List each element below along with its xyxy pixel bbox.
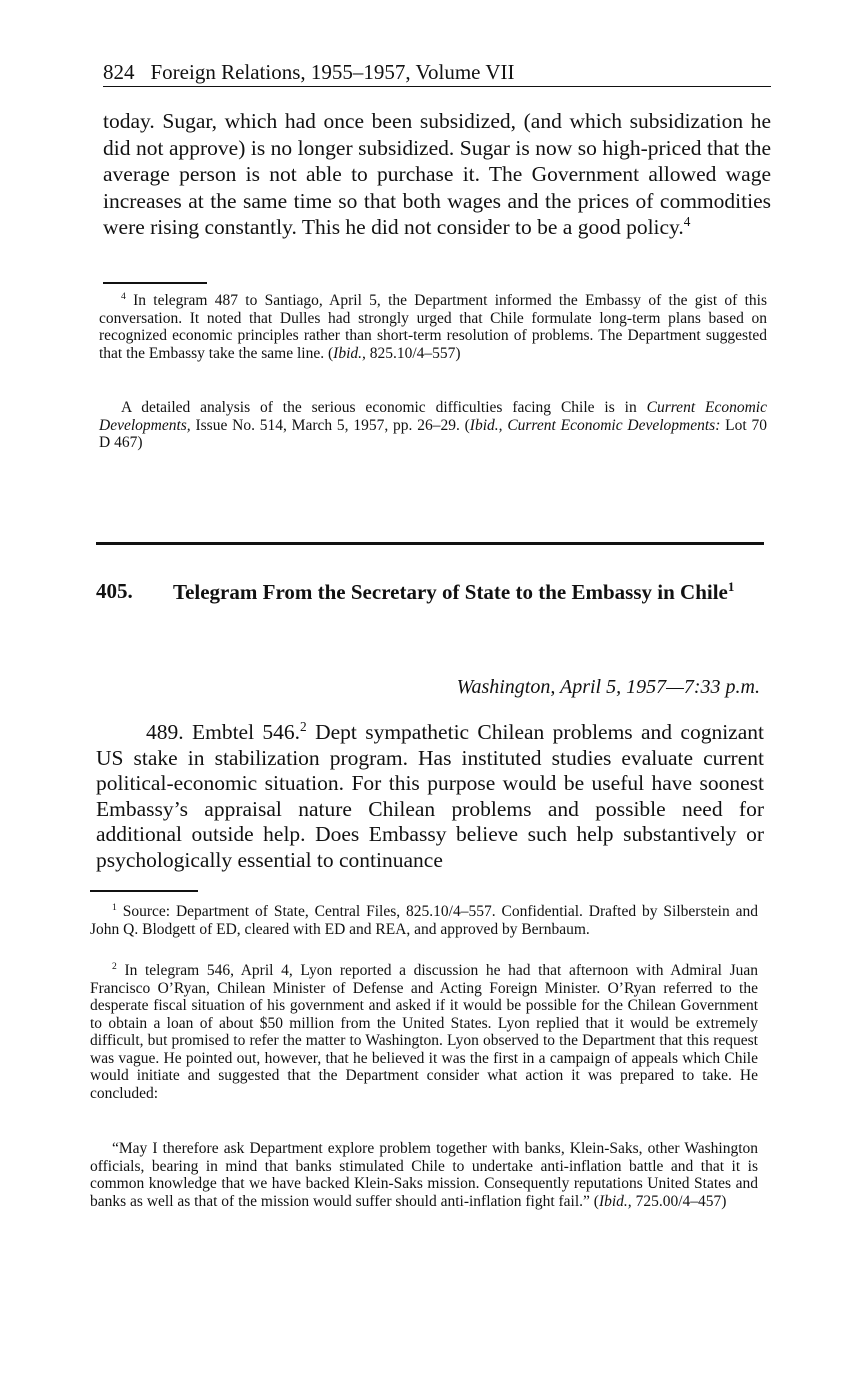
continued-paragraph: today. Sugar, which had once been subsidized, (and which subsidization he did not approve) is no longer subsidized. Sugar is now so high-priced that the average person is not able to purchase it. The Government allowed wage increases at the same time so that both wages and the prices of commodities were rising constantly. This he did not consider to be a good policy.$^4$	[103, 109, 771, 239]
document-title: Telegram From the Secretary of State to the Embassy in Chile$^1$	[173, 579, 735, 604]
footnote-marker: 1	[112, 901, 117, 913]
footnote-ref-2[interactable]: 2	[300, 718, 307, 734]
footnote-2-quote: “May I therefore ask Department explore problem together with banks, Klein-Saks, other Washington officials, bearing in mind that banks stimulated Chile to undertake anti-inflation battle and that it is common knowledge that we have backed Klein-Saks mission. Consequently reputations United States and banks as well as that of the mission would suffer should anti-inflation fight fail.” (Ibid., 725.00/4–457)	[90, 1140, 758, 1210]
telegram-body: 489. Embtel 546.$^2$ Dept sympathetic Chilean problems and cognizant US stake in stabilization program. Has instituted studies evaluate current political-economic situation. For this purpose would be useful have soonest Embassy’s appraisal nature Chilean problems and possible need for additional outside help. Does Embassy believe such help substantively or psychologically essential to continuance	[96, 718, 764, 872]
running-head	[103, 58, 771, 87]
dateline: Washington, April 5, 1957—7:33 p.m.	[456, 676, 760, 698]
footnote-separator	[103, 282, 207, 284]
footnote-1: $^1$ Source: Department of State, Central Files, 825.10/4–557. Confidential. Drafted by Silberstein and John Q. Blodgett of ED, cleared with ED and REA, and approved by Bernbaum.	[90, 901, 759, 938]
footnote-separator	[90, 890, 198, 892]
footnote-ref-1[interactable]: 1	[727, 579, 735, 594]
section-divider	[96, 542, 764, 545]
footnote-2: $^2$ In telegram 546, April 4, Lyon reported a discussion he had that afternoon with Admiral Juan Francisco O’Ryan, Chilean Minister of Defense and Acting Foreign Minister. O’Ryan referred to the desperate fiscal situation of his government and asked if it would be possible for the Chilean Government to obtain a loan of about $50 million from the United States. Lyon replied that it would be extremely difficult, but promised to refer the matter to Washington. Lyon observed to the Department that this request was vague. He pointed out, however, that he believed it was the first in a campaign of appeals which Chile would initiate and suggested that the Department consider what action it was prepared to take. He concluded:	[90, 960, 759, 1102]
footnote-marker: 2	[112, 960, 117, 972]
footnote-marker: 4	[121, 290, 126, 302]
footnote-4: $^4$ In telegram 487 to Santiago, April 5, the Department informed the Embassy of the gist of this conversation. It noted that Dulles had strongly urged that Chile formulate long-term plans based on recognized economic principles rather than short-term resolution of problems. The Department suggested that the Embassy take the same line. (Ibid., 825.10/4–557)	[99, 290, 767, 362]
footnote-ref-4[interactable]: 4	[683, 213, 691, 229]
running-title: Foreign Relations, 1955–1957, Volume VII	[150, 60, 515, 84]
document-number: 405.	[96, 579, 133, 603]
page-number: 824	[103, 60, 135, 84]
footnote-4-continuation: A detailed analysis of the serious economic difficulties facing Chile is in Current Economic Developments, Issue No. 514, March 5, 1957, pp. 26–29. (Ibid., Current Economic Developments: Lot 70 D 467)	[99, 399, 767, 451]
